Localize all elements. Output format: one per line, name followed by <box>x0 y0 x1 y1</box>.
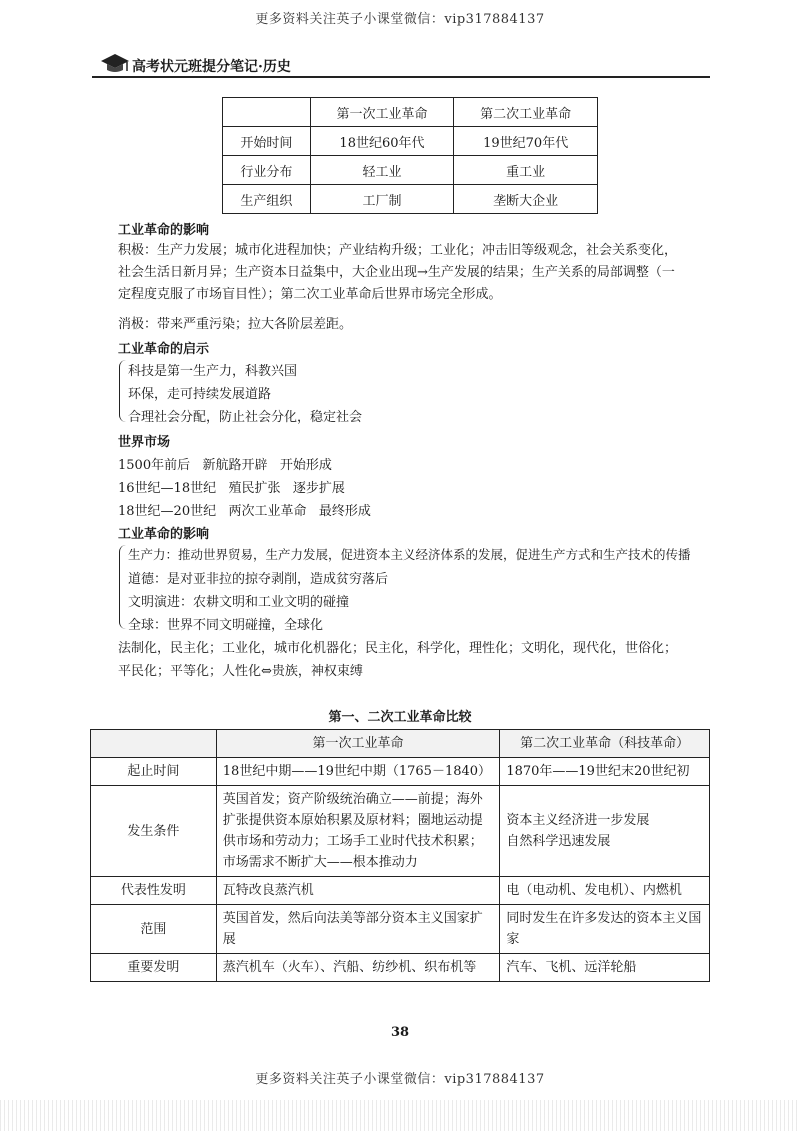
impact2-line2: 平民化；平等化；人性化⇔贵族，神权束缚 <box>118 664 363 679</box>
table-cell: 资本主义经济进一步发展 自然科学迅速发展 <box>500 786 710 877</box>
market-period: 16世纪—18世纪 <box>118 481 217 496</box>
table-cell <box>91 730 217 758</box>
table-cell: 18世纪中期——19世纪中期（1765－1840） <box>216 758 500 786</box>
market-stage: 最终形成 <box>318 504 371 519</box>
table-cell: 蒸汽机车（火车）、汽船、纺纱机、织布机等 <box>216 954 500 982</box>
table-row <box>91 758 710 786</box>
inspiration-heading: 工业革命的启示 <box>118 342 210 357</box>
page-number: 38 <box>390 1025 410 1040</box>
header-title: 高考状元班提分笔记·历史 <box>132 59 291 75</box>
table-cell: 工厂制 <box>310 185 454 214</box>
impact-heading: 工业革命的影响 <box>118 223 210 238</box>
table-row <box>91 786 710 877</box>
table-cell: 18世纪60年代 <box>310 127 454 156</box>
table-row <box>223 98 598 127</box>
table-cell: 19世纪70年代 <box>454 127 598 156</box>
impact2-line1: 法制化，民主化；工业化，城市化机器化；民主化，科学化，理性化；文明化，现代化，世俗化； <box>118 641 678 656</box>
table-header: 第一次工业革命 <box>310 98 454 127</box>
table-header: 第二次工业革命（科技革命） <box>500 730 710 758</box>
table-cell: 重工业 <box>454 156 598 185</box>
list-item: 科技是第一生产力，科教兴国 <box>128 364 298 379</box>
market-event: 两次工业革命 <box>228 504 307 519</box>
market-stage: 逐步扩展 <box>292 481 345 496</box>
list-item: 全球：世界不同文明碰撞，全球化 <box>128 618 324 633</box>
revolution-summary-table <box>222 97 598 214</box>
table-cell: 生产组织 <box>223 185 311 214</box>
table-cell: 电（电动机、发电机）、内燃机 <box>500 877 710 905</box>
table-row <box>223 156 598 185</box>
market-event: 新航路开辟 <box>202 458 268 473</box>
bracket <box>119 360 126 422</box>
world-market-heading: 世界市场 <box>118 435 171 450</box>
graduation-cap-icon <box>100 51 130 75</box>
list-item: 文明演进：农耕文明和工业文明的碰撞 <box>128 595 350 610</box>
watermark-top: 更多资料关注英子小课堂微信：vip317884137 <box>255 12 545 27</box>
table-cell: 行业分布 <box>223 156 311 185</box>
market-period: 1500年前后 <box>118 458 191 473</box>
header-rule <box>92 76 710 78</box>
table-cell: 瓦特改良蒸汽机 <box>216 877 500 905</box>
table-row-label: 起止时间 <box>91 758 217 786</box>
table-cell: 同时发生在许多发达的资本主义国家 <box>500 905 710 954</box>
table-row-label: 代表性发明 <box>91 877 217 905</box>
table-cell: 英国首发；资产阶级统治确立——前提；海外扩张提供资本原始积累及原材料；圈地运动提供市场和劳动力；工场手工业时代技术积累；市场需求不断扩大——根本推动力 <box>216 786 500 877</box>
impact-positive: 积极：生产力发展；城市化进程加快；产业结构升级；工业化；冲击旧等级观念，社会关系变化，社会生活日新月异；生产资本日益集中，大企业出现→生产发展的结果；生产关系的局部调整（一定程度克服了市场盲目性）；第二次工业革命后世界市场完全形成。 <box>118 243 678 302</box>
table-row-label: 发生条件 <box>91 786 217 877</box>
table-row <box>91 730 710 758</box>
table-cell: 轻工业 <box>310 156 454 185</box>
table-row-label: 重要发明 <box>91 954 217 982</box>
table-cell: 1870年——19世纪末20世纪初 <box>500 758 710 786</box>
scan-noise <box>0 1100 800 1131</box>
market-row <box>118 500 371 519</box>
table-cell: 垄断大企业 <box>454 185 598 214</box>
watermark-bottom: 更多资料关注英子小课堂微信：vip317884137 <box>255 1072 545 1087</box>
comparison-table <box>90 729 710 982</box>
list-item: 环保，走可持续发展道路 <box>128 387 272 402</box>
impact-negative: 消极：带来严重污染；拉大各阶层差距。 <box>118 317 353 332</box>
list-item: 道德：是对亚非拉的掠夺剥削，造成贫穷落后 <box>128 572 389 587</box>
market-period: 18世纪—20世纪 <box>118 504 217 519</box>
table-header: 第一次工业革命 <box>216 730 500 758</box>
table-row <box>91 954 710 982</box>
table-row <box>223 185 598 214</box>
table-cell: 开始时间 <box>223 127 311 156</box>
table-row <box>223 127 598 156</box>
table-header: 第二次工业革命 <box>454 98 598 127</box>
table-cell: 英国首发，然后向法美等部分资本主义国家扩展 <box>216 905 500 954</box>
market-stage: 开始形成 <box>279 458 332 473</box>
impact2-heading: 工业革命的影响 <box>118 527 210 542</box>
market-event: 殖民扩张 <box>228 481 281 496</box>
table-cell: 汽车、飞机、远洋轮船 <box>500 954 710 982</box>
market-row <box>118 454 332 473</box>
list-item: 生产力：推动世界贸易，生产力发展，促进资本主义经济体系的发展，促进生产方式和生产技术的传播 <box>128 547 691 562</box>
table-cell <box>223 98 311 127</box>
market-row <box>118 477 345 496</box>
list-item: 合理社会分配，防止社会分化，稳定社会 <box>128 410 363 425</box>
table-row <box>91 877 710 905</box>
comparison-title: 第一、二次工业革命比较 <box>328 710 472 725</box>
table-row <box>91 905 710 954</box>
bracket <box>119 545 126 629</box>
table-row-label: 范围 <box>91 905 217 954</box>
